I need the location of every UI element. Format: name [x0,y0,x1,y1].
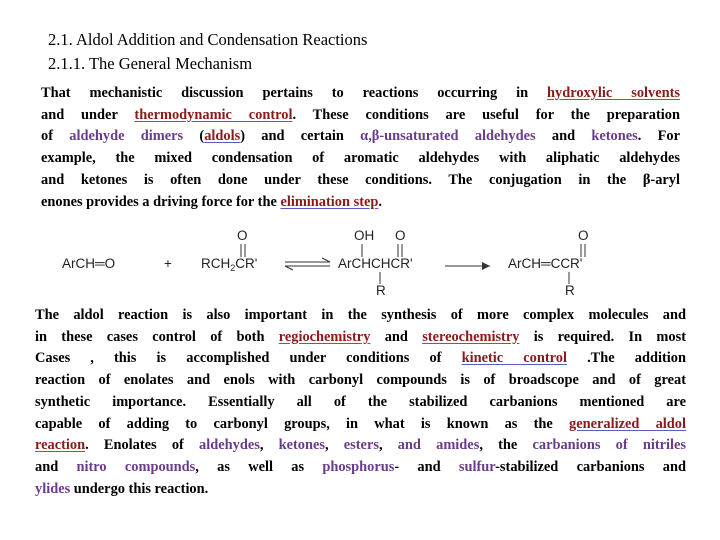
r-substituent: R [376,283,386,298]
text-line: Cases , this is accomplished under conditions of kinetic control .The addition [35,350,686,367]
term-aldols: aldols [204,128,241,145]
aldol-intermediate: ArCHCHCR' [338,256,413,271]
subsection-heading: 2.1.1. The General Mechanism [48,54,253,73]
text-line: capable of adding to carbonyl groups, in what is known as the generalized aldol [35,415,686,432]
term-regiochemistry: regiochemistry [278,328,371,345]
text-line: The aldol reaction is also important in the synthesis of more complex molecules and [35,307,686,323]
term-ylides: ylides [35,480,71,497]
text-line: synthetic importance. Essentially all of the stabilized carbanions mentioned are [35,393,686,410]
text-line: reaction. Enolates of aldehydes, ketones, esters, and amides, the carbanions of nitriles [35,437,686,454]
text-line: and under thermodynamic control. These conditions are useful for the preparation [41,106,680,123]
text-line: reaction of enolates and enols with carbonyl compounds is of broadscope and of great [35,372,686,389]
section-heading: 2.1. Aldol Addition and Condensation Reactions [48,30,368,49]
text-line: in these cases control of both regiochemistry and stereochemistry is required. In most [35,328,686,345]
term-reaction: reaction [35,437,86,454]
enone-product: ArCH═CCR' [508,256,583,271]
term-carbanions-nitriles: carbanions of nitriles [532,437,686,454]
term-aldehydes: aldehydes [199,437,260,454]
term-esters: esters [343,437,379,454]
reactant-ketone: $RCH_2CR'$ [201,256,258,273]
term-elimination-step: elimination step [280,193,379,210]
term-ketones: ketones [591,128,638,145]
text-line: That mechanistic discussion pertains to reactions occurring in hydroxylic solvents [41,85,680,101]
paragraph-aldol-importance [35,305,686,500]
term-generalized-aldol: generalized aldol [569,415,686,432]
text-line: enones provides a driving force for the elimination step. [41,193,382,210]
term-ketones: ketones [278,437,325,454]
text-line: example, the mixed condensation of aromatic aldehydes with aliphatic aldehydes [41,150,680,167]
text-line: and nitro compounds, as well as phosphorus- and sulfur-stabilized carbanions and [35,458,687,475]
text-line: of aldehyde dimers (aldols) and certain α,β-unsaturated aldehydes and ketones. For [41,128,680,145]
hydroxyl-group: OH [354,228,375,243]
term-stereochemistry: stereochemistry [422,328,520,345]
term-nitro-compounds: nitro compounds [76,458,196,475]
term-unsaturated-aldehydes: α,β-unsaturated aldehydes [360,128,536,145]
text-line: ylides undergo this reaction. [35,480,209,497]
term-phosphorus: phosphorus [322,458,395,475]
term-amides: and amides [397,437,480,454]
term-sulfur: sulfur [458,458,496,475]
term-hydroxylic-solvents: hydroxylic solvents [547,85,680,101]
term-kinetic-control: kinetic control [461,350,567,367]
reactant-aldehyde: ArCH═O [62,256,116,271]
carbonyl-oxygen: O [395,228,406,243]
term-aldehyde-dimers: aldehyde dimers [69,128,184,145]
carbonyl-oxygen: O [578,228,589,243]
text-line: and ketones is often done under these conditions. The conjugation in the β-aryl [41,171,680,188]
carbonyl-oxygen: O [237,228,248,243]
r-substituent: R [565,283,575,298]
plus-sign: + [164,256,172,271]
term-thermodynamic-control: thermodynamic control [134,106,293,123]
